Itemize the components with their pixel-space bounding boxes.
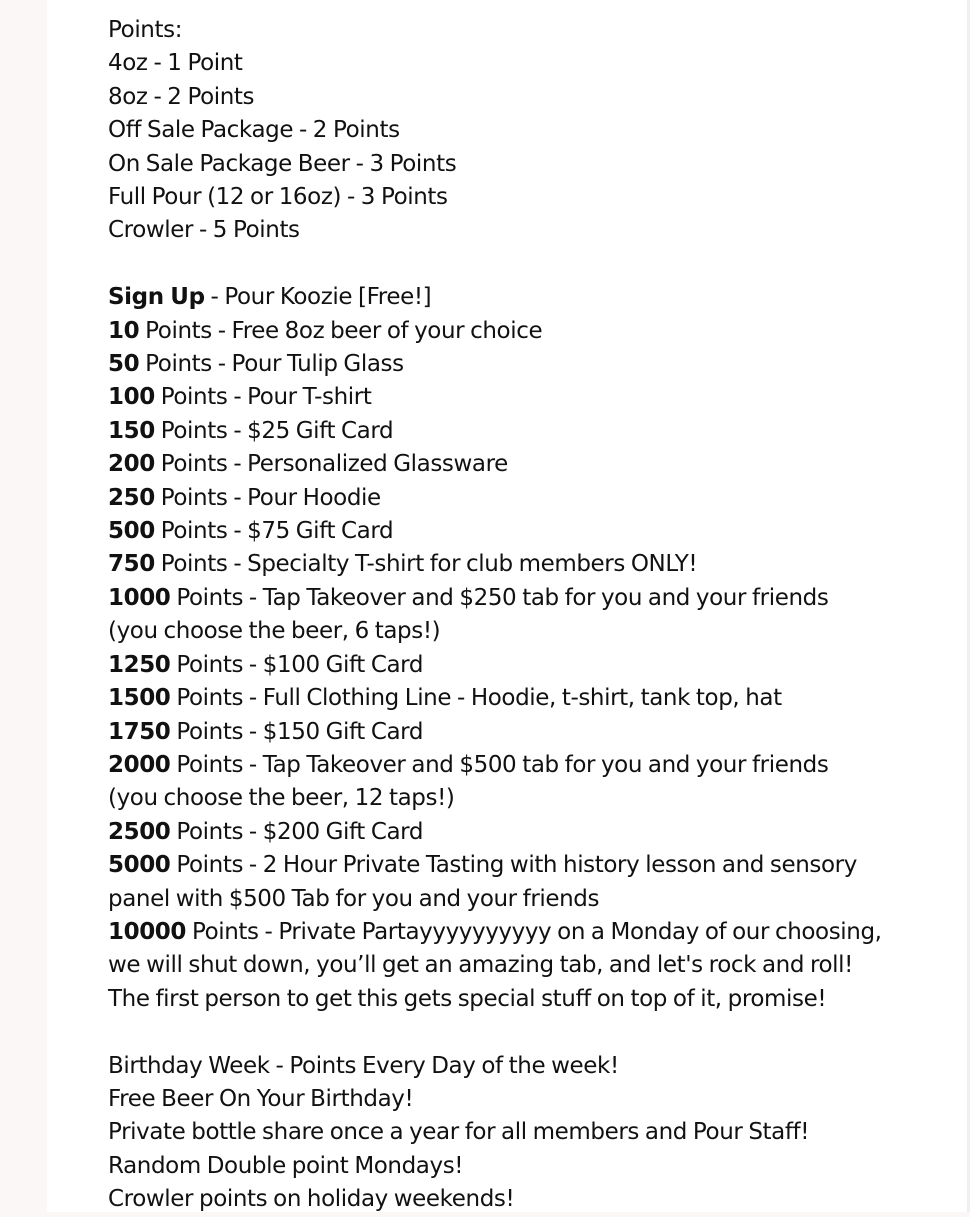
reward-text: Points - Pour Tulip Glass (139, 351, 404, 378)
reward-points: 150 (108, 417, 155, 444)
reward-text: Points - $100 Gift Card (170, 651, 424, 678)
blank-line (108, 248, 928, 281)
reward-tier (108, 916, 928, 949)
earn-rule: 4oz - 1 Point (108, 50, 243, 77)
reward-text: Points - Pour T-shirt (154, 384, 372, 411)
earn-rule: Off Sale Package - 2 Points (108, 117, 400, 144)
earn-rule: Crowler - 5 Points (108, 217, 300, 244)
reward-text: Points - Private Partayyyyyyyyyy on a Monday of our choosing, (186, 918, 882, 945)
reward-text: Points - Pour Hoodie (154, 484, 381, 511)
reward-points: 50 (108, 351, 140, 378)
reward-points: 10 (108, 317, 140, 344)
reward-tier-continued: panel with $500 Tab for you and your friends (108, 885, 600, 912)
earn-rule: 8oz - 2 Points (108, 83, 255, 110)
reward-tier (108, 482, 928, 515)
reward-text: Points - Tap Takeover and $500 tab for you and your friends (170, 751, 829, 778)
reward-text: Points - Specialty T-shirt for club members ONLY! (154, 551, 698, 578)
reward-tier (108, 548, 928, 581)
reward-points: 5000 (108, 852, 171, 879)
reward-points: 1000 (108, 584, 171, 611)
reward-text: Points - Tap Takeover and $250 tab for you and your friends (170, 584, 829, 611)
reward-tier (108, 415, 928, 448)
reward-text: Points - $25 Gift Card (154, 417, 394, 444)
reward-tier (108, 816, 928, 849)
reward-points: 2000 (108, 751, 171, 778)
perk: Private bottle share once a year for all members and Pour Staff! (108, 1119, 810, 1146)
perk: Free Beer On Your Birthday! (108, 1085, 414, 1112)
reward-text: Points - Personalized Glassware (154, 451, 508, 478)
reward-points: 10000 (108, 918, 187, 945)
reward-text: Points - Free 8oz beer of your choice (139, 317, 543, 344)
reward-tier (108, 348, 928, 381)
signup-reward-text: - Pour Koozie [Free!] (204, 284, 432, 311)
reward-points: 1250 (108, 651, 171, 678)
reward-tier (108, 381, 928, 414)
reward-tier-continued: we will shut down, you’ll get an amazing tab, and let's rock and roll! (108, 952, 853, 979)
reward-points: 1500 (108, 685, 171, 712)
reward-text: Points - $200 Gift Card (170, 818, 424, 845)
reward-tier (108, 649, 928, 682)
reward-text: Points - Full Clothing Line - Hoodie, t-shirt, tank top, hat (170, 685, 782, 712)
reward-tier (108, 749, 928, 782)
reward-points: 1750 (108, 718, 171, 745)
perk: Random Double point Mondays! (108, 1152, 464, 1179)
earn-rule: On Sale Package Beer - 3 Points (108, 150, 457, 177)
reward-tier-continued: (you choose the beer, 6 taps!) (108, 618, 441, 645)
reward-text: Points - $150 Gift Card (170, 718, 424, 745)
perk: Crowler points on holiday weekends! (108, 1186, 515, 1213)
reward-points: 2500 (108, 818, 171, 845)
reward-tier-continued: The first person to get this gets special stuff on top of it, promise! (108, 985, 827, 1012)
reward-tier (108, 448, 928, 481)
points-header: Points: (108, 17, 183, 43)
reward-points: 250 (108, 484, 155, 511)
signup-label: Sign Up (108, 284, 205, 311)
earn-rule: Full Pour (12 or 16oz) - 3 Points (108, 184, 448, 211)
reward-tier (108, 849, 928, 882)
blank-line (108, 1016, 928, 1049)
reward-tier (108, 582, 928, 615)
perk: Birthday Week - Points Every Day of the week! (108, 1052, 619, 1079)
reward-tier (108, 315, 928, 348)
signup-reward (108, 281, 928, 314)
reward-points: 500 (108, 518, 155, 545)
reward-tier (108, 682, 928, 715)
reward-tier (108, 515, 928, 548)
reward-points: 200 (108, 451, 155, 478)
reward-points: 750 (108, 551, 155, 578)
rewards-document (108, 14, 928, 1217)
reward-tier (108, 716, 928, 749)
reward-text: Points - $75 Gift Card (154, 518, 394, 545)
reward-tier-continued: (you choose the beer, 12 taps!) (108, 785, 455, 812)
reward-points: 100 (108, 384, 155, 411)
reward-text: Points - 2 Hour Private Tasting with history lesson and sensory (170, 852, 857, 879)
